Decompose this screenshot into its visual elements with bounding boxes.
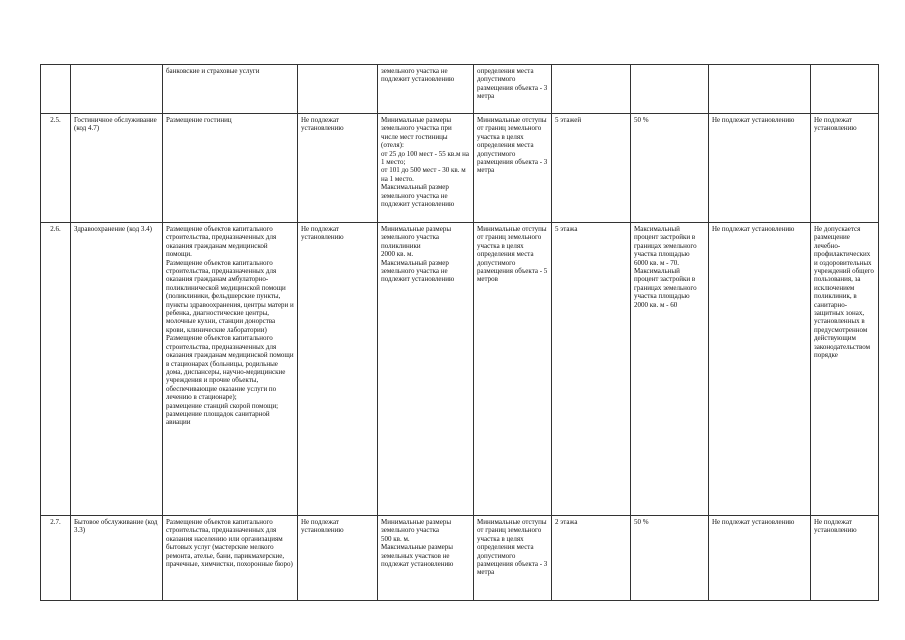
floors-cell: 2 этажа	[552, 516, 631, 601]
floors-cell: 5 этажей	[552, 114, 631, 223]
row-number-cell: 2.7.	[41, 516, 71, 601]
setback-cell: Минимальные отступы от границ земельного участка в целях определения места допустимого размещения объекта - 5 метров	[474, 223, 552, 516]
restriction-cell: Не подлежат установлению	[709, 223, 811, 516]
plot-size-cell: земельного участка не подлежит установлению	[378, 65, 474, 114]
use-description-cell: Размещение гостиниц	[163, 114, 298, 223]
use-type-cell: Гостиничное обслуживание (код 4.7)	[71, 114, 163, 223]
plot-size-cell: Минимальные размеры земельного участка 500 кв. м. Максимальные размеры земельных участков не подлежат установлению	[378, 516, 474, 601]
floors-cell: 5 этажа	[552, 223, 631, 516]
use-description-cell: банковские и страховые услуги	[163, 65, 298, 114]
setback-cell: определения места допустимого размещения объекта - 3 метра	[474, 65, 552, 114]
setback-cell: Минимальные отступы от границ земельного участка в целях определения места допустимого размещения объекта - 3 метра	[474, 114, 552, 223]
coverage-cell: 50 %	[631, 114, 709, 223]
min-area-cell: Не подлежат установлению	[298, 516, 378, 601]
restriction-cell: Не подлежат установлению	[709, 114, 811, 223]
special-conditions-cell: Не допускается размещение лечебно-профилактических и оздоровительных учреждений общего пользования, за исключением поликлиник, в санитарно-защитных зонах, установленных в предусмотренном действующим законодательством порядке	[811, 223, 879, 516]
min-area-cell	[298, 65, 378, 114]
table-row	[41, 223, 879, 516]
special-conditions-cell	[811, 65, 879, 114]
plot-size-cell: Минимальные размеры земельного участка поликлиники 2000 кв. м. Максимальный размер земельного участка не подлежит установлению	[378, 223, 474, 516]
min-area-cell: Не подлежат установлению	[298, 223, 378, 516]
setback-cell: Минимальные отступы от границ земельного участка в целях определения места допустимого размещения объекта - 3 метра	[474, 516, 552, 601]
use-type-cell: Здравоохранение (код 3.4)	[71, 223, 163, 516]
plot-size-cell: Минимальные размеры земельного участка при числе мест гостиницы (отеля): от 25 до 100 мест - 55 кв.м на 1 место; от 101 до 500 мест - 30 кв. м на 1 место. Максимальный размер земельного участка не подлежит установлению	[378, 114, 474, 223]
special-conditions-cell: Не подлежат установлению	[811, 516, 879, 601]
coverage-cell	[631, 65, 709, 114]
table-row	[41, 516, 879, 601]
use-type-cell: Бытовое обслуживание (код 3.3)	[71, 516, 163, 601]
use-description-cell: Размещение объектов капитального строительства, предназначенных для оказания населению или организациям бытовых услуг (мастерские мелкого ремонта, ателье, бани, парикмахерские, прачечные, химчистки, похоронные бюро)	[163, 516, 298, 601]
use-type-cell	[71, 65, 163, 114]
zoning-regulations-table	[40, 64, 879, 601]
use-description-cell: Размещение объектов капитального строительства, предназначенных для оказания гражданам медицинской помощи. Размещение объектов капитального строительства, предназначенных для оказания гражданам амбулаторно-поликлинической медицинской помощи (поликлиники, фельдшерские пункты, пункты здравоохранения, центры матери и ребенка, диагностические центры, молочные кухни, станции донорства крови, клинические лаборатории) Размещение объектов капитального строительства, предназначенных для оказания гражданам медицинской помощи в стационарах (больницы, родильные дома, диспансеры, научно-медицинские учреждения и прочие объекты, обеспечивающие оказание услуги по лечению в стационаре); размещение станций скорой помощи; размещение площадок санитарной авиации	[163, 223, 298, 516]
floors-cell	[552, 65, 631, 114]
min-area-cell: Не подлежат установлению	[298, 114, 378, 223]
table-row	[41, 114, 879, 223]
restriction-cell	[709, 65, 811, 114]
restriction-cell: Не подлежат установлению	[709, 516, 811, 601]
table-row	[41, 65, 879, 114]
coverage-cell: Максимальный процент застройки в границах земельного участка площадью 6000 кв. м - 70. Максимальный процент застройки в границах земельного участка площадью 2000 кв. м - 60	[631, 223, 709, 516]
row-number-cell: 2.6.	[41, 223, 71, 516]
special-conditions-cell: Не подлежат установлению	[811, 114, 879, 223]
row-number-cell	[41, 65, 71, 114]
row-number-cell: 2.5.	[41, 114, 71, 223]
coverage-cell: 50 %	[631, 516, 709, 601]
